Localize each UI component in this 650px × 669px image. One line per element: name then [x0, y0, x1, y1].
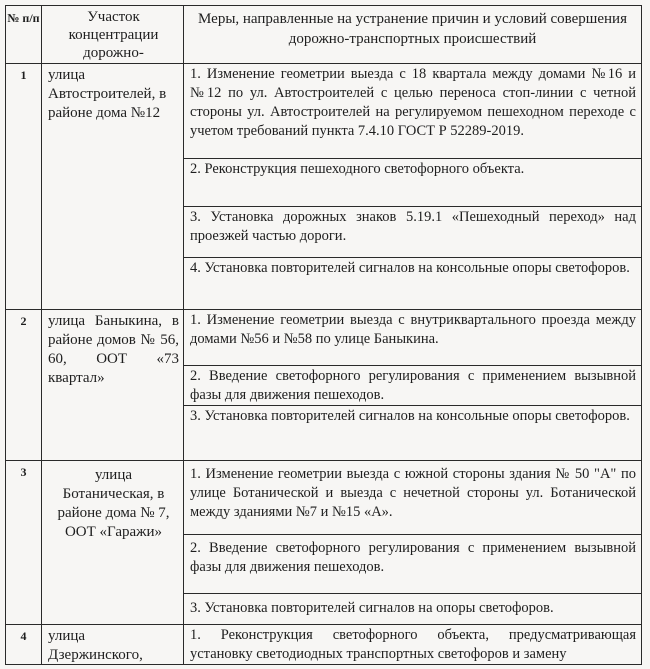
measure-item: 1. Изменение геометрии выезда с 18 квартала между домами №16 и №12 по ул. Автостроителей с целью переноса стоп-линии с четной стороны ул. Автостроителей на регулируемом пешеходном переходе с учетом требований пункта 7.4.10 ГОСТ Р 52289-2019.	[190, 66, 636, 139]
row-number: 2	[6, 310, 42, 460]
measure-item: 1. Изменение геометрии выезда с южной стороны здания № 50 "А" по улице Ботанической и выезда с нечетной стороны ул. Ботанической между зданиями №7 и №15 «А».	[190, 466, 636, 520]
row-number: 3	[6, 461, 42, 624]
table-header-row	[6, 6, 641, 63]
table-row	[6, 309, 641, 460]
row-location: улица Ботаническая, в районе дома № 7, ООТ «Гаражи»	[42, 461, 184, 624]
row-location: улица Автостроителей, в районе дома №12	[42, 64, 184, 309]
row-measures	[184, 64, 641, 309]
measure-item: 2. Введение светофорного регулирования с применением вызывной фазы для движения пешеходов.	[184, 365, 641, 405]
row-location: улица Дзержинского,	[42, 625, 184, 664]
header-number: № п/п	[6, 6, 42, 63]
row-measures	[184, 461, 641, 624]
measure-item: 3. Установка повторителей сигналов на опоры светофоров.	[184, 593, 641, 622]
measures-table	[5, 5, 642, 665]
measure-item: 1. Изменение геометрии выезда с внутриквартального проезда между домами №56 и №58 по улице Баныкина.	[190, 312, 636, 347]
row-location: улица Баныкина, в районе домов № 56, 60, ООТ «73 квартал»	[42, 310, 184, 460]
row-number: 1	[6, 64, 42, 309]
measure-item: 3. Установка дорожных знаков 5.19.1 «Пешеходный переход» над проезжей частью дороги.	[184, 206, 641, 257]
table-row	[6, 624, 641, 664]
table-row	[6, 460, 641, 624]
measure-item: 3. Установка повторителей сигналов на консольные опоры светофоров.	[184, 405, 641, 458]
measure-item: 4. Установка повторителей сигналов на консольные опоры светофоров.	[184, 257, 641, 307]
table-row	[6, 63, 641, 309]
measure-item: 2. Введение светофорного регулирования с применением вызывной фазы для движения пешеходов.	[184, 534, 641, 593]
row-number: 4	[6, 625, 42, 664]
header-location: Участок концентрации дорожно-	[42, 6, 184, 63]
row-measures	[184, 625, 641, 664]
measure-item: 1. Реконструкция светофорного объекта, предусматривающая установку светодиодных транспортных светофоров и замену	[190, 627, 636, 662]
measure-item: 2. Реконструкция пешеходного светофорного объекта.	[184, 158, 641, 206]
header-measures: Меры, направленные на устранение причин и условий совершения дорожно-транспортных происшествий	[198, 11, 627, 47]
row-measures	[184, 310, 641, 460]
